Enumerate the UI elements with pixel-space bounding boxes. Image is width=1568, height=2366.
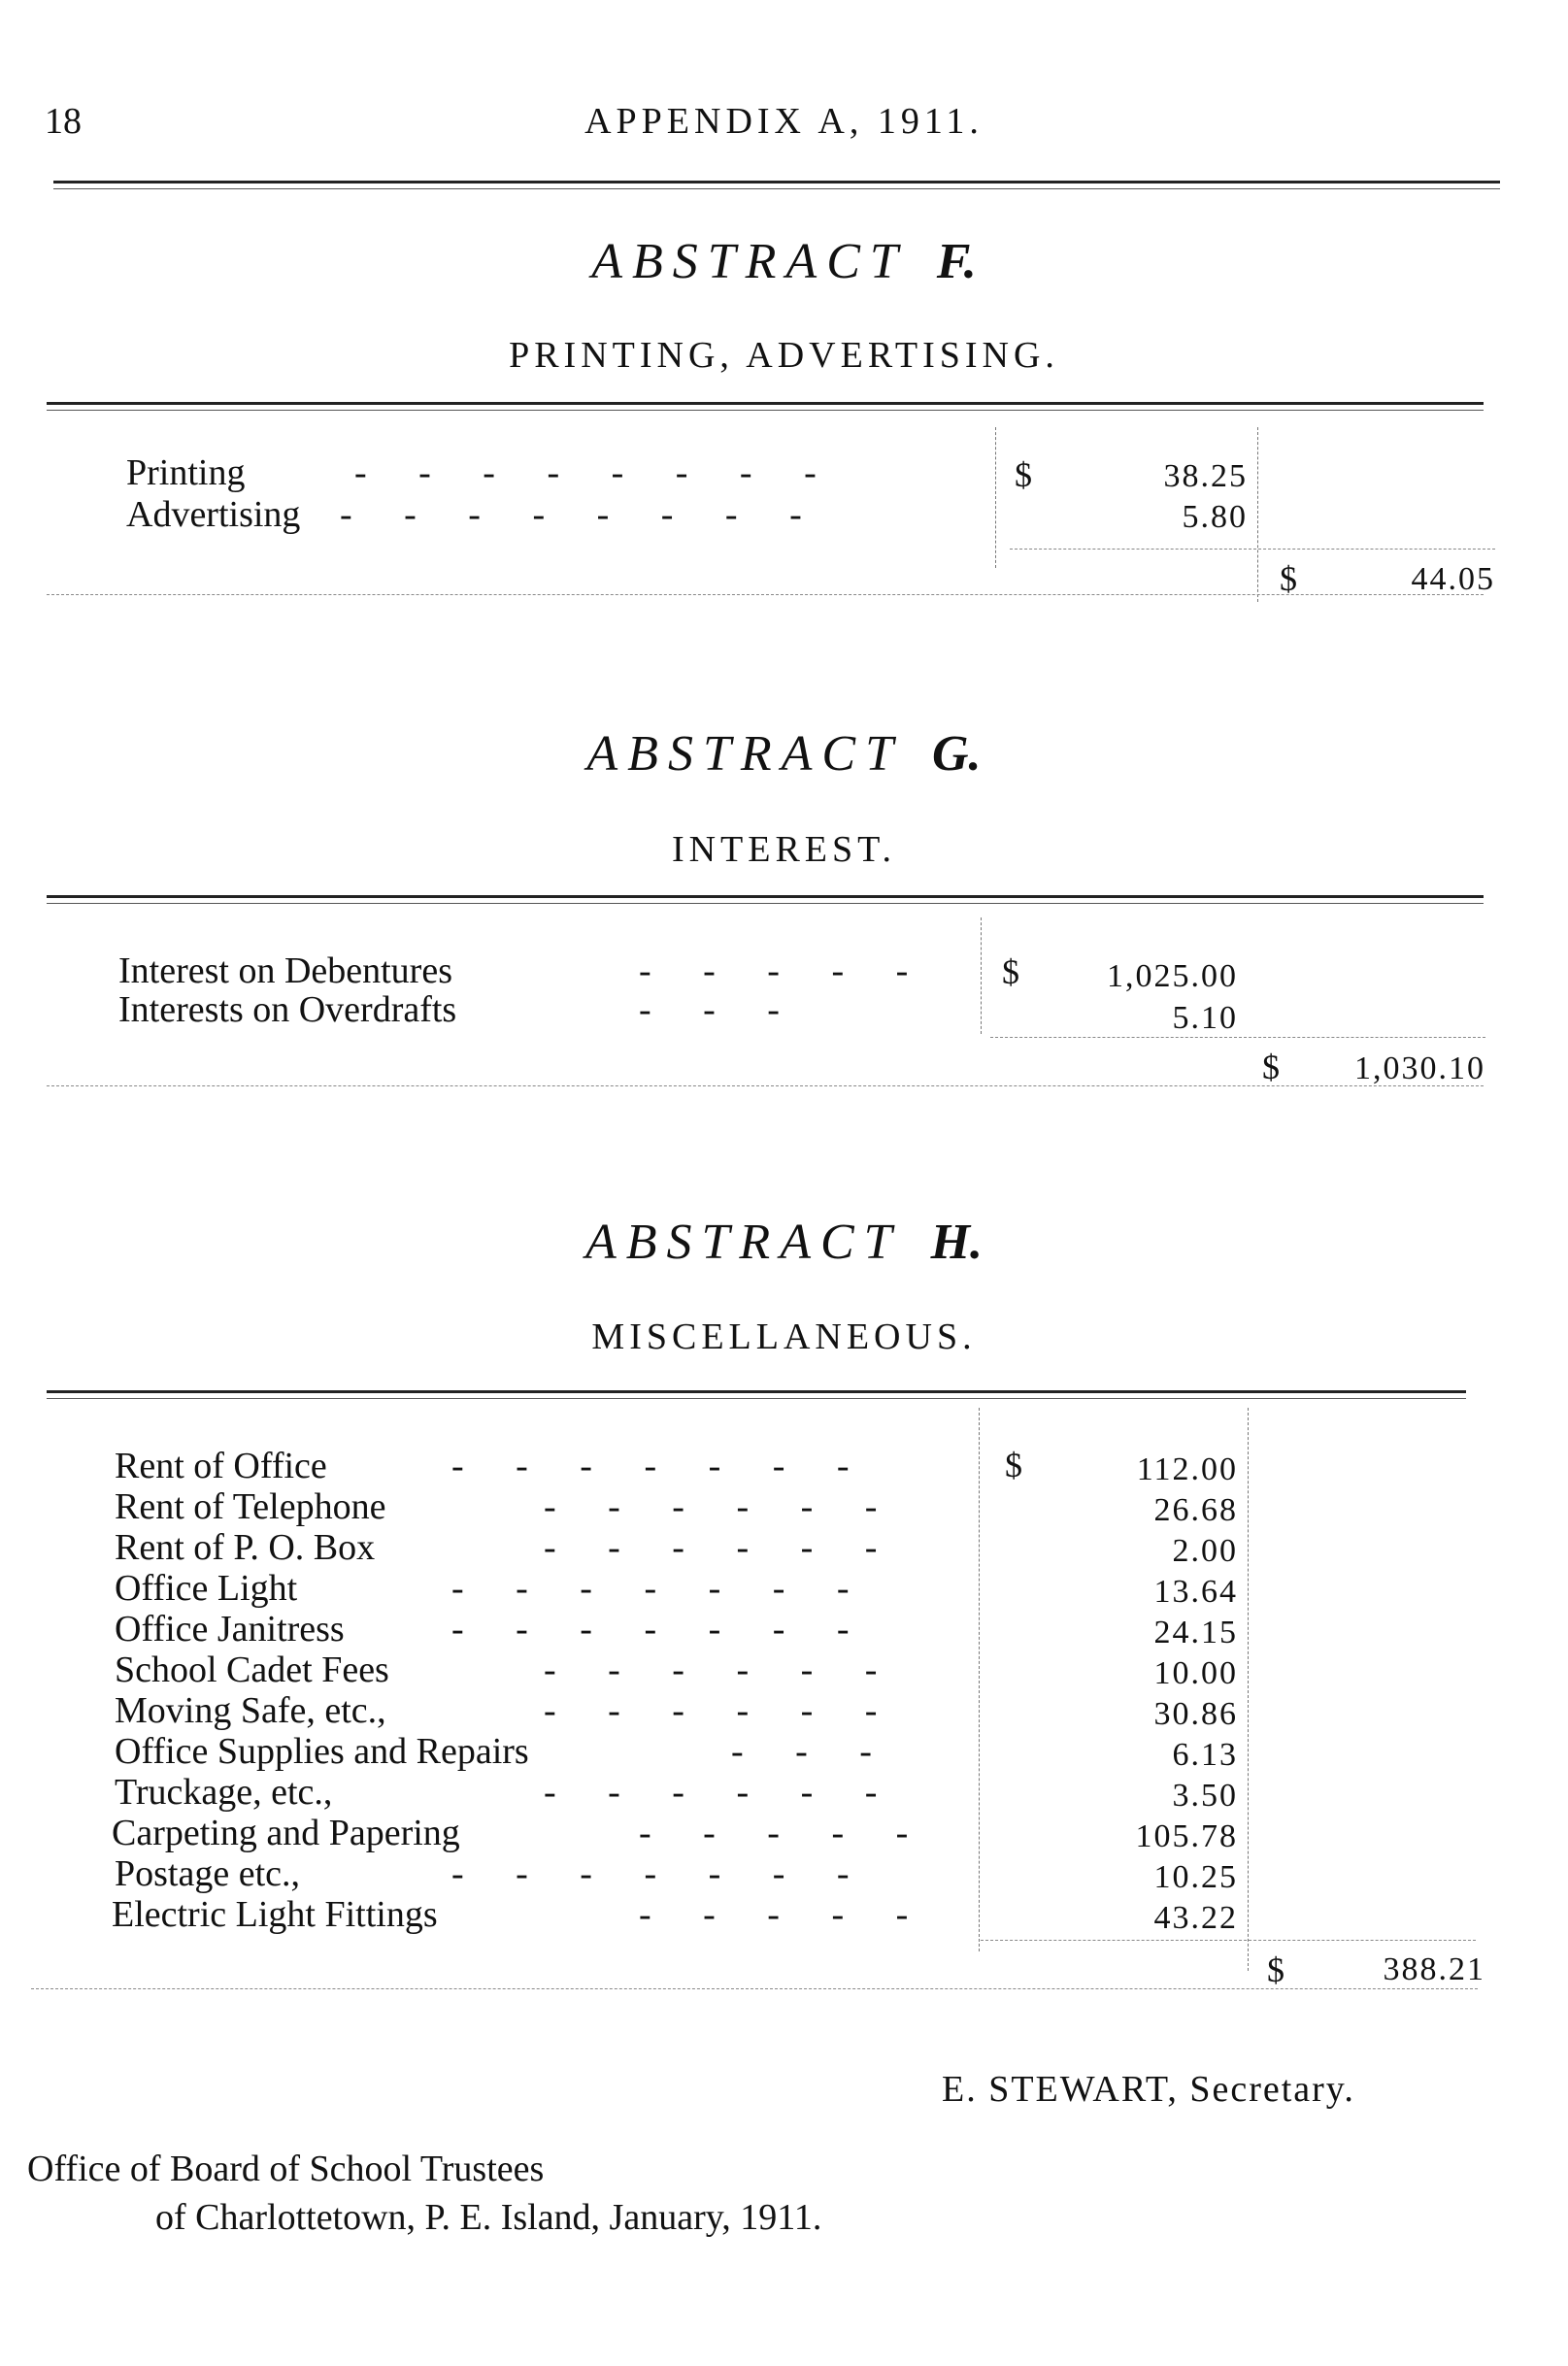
abstract-f-subtitle: PRINTING, ADVERTISING. [509, 335, 1059, 376]
abstract-g-leader: - - - [639, 989, 801, 1030]
abstract-h-item-amount: 26.68 [1153, 1492, 1238, 1528]
abstract-h-item-label: Office Supplies and Repairs [115, 1731, 529, 1772]
header-rule-thin [53, 188, 1500, 189]
abstract-f-title-text: ABSTRACT [591, 234, 908, 289]
abstract-h-title-text: ABSTRACT [584, 1215, 902, 1270]
abstract-f-total-dollar: $ [1280, 559, 1297, 598]
abstract-h-item-amount: 10.00 [1153, 1655, 1238, 1691]
abstract-h-letter: H. [930, 1215, 984, 1270]
abstract-h-subtitle: MISCELLANEOUS. [591, 1316, 977, 1357]
abstract-f-top-rule-thin [47, 410, 1484, 411]
abstract-h-leader: - - - - - [639, 1813, 930, 1853]
abstract-g-subtitle: INTEREST. [671, 829, 897, 870]
abstract-h-leader: - - - - - - [544, 1527, 899, 1568]
abstract-g-top-rule-thin [47, 903, 1484, 904]
abstract-f-letter: F. [936, 234, 977, 289]
abstract-h-item-label: Electric Light Fittings [112, 1894, 438, 1935]
abstract-g-item-amount: 1,025.00 [1107, 958, 1238, 994]
abstract-g-item-amount: 5.10 [1172, 1000, 1238, 1036]
abstract-h-item-label: Postage etc., [115, 1853, 301, 1894]
abstract-h-leader: - - - - - - - [451, 1609, 871, 1650]
abstract-g-item-label: Interests on Overdrafts [118, 989, 457, 1030]
abstract-h-leader: - - - - - - - [451, 1853, 871, 1894]
abstract-g-title [0, 725, 1568, 783]
abstract-h-item-amount: 2.00 [1172, 1533, 1238, 1569]
abstract-g-letter: G. [932, 726, 982, 782]
abstract-h-leader: - - - - - - [544, 1690, 899, 1731]
abstract-h-item-label: Office Janitress [115, 1609, 345, 1650]
abstract-h-item-label: Truckage, etc., [115, 1772, 333, 1813]
abstract-h-subtotal-rule [981, 1940, 1476, 1941]
abstract-h-leader: - - - - - - [544, 1486, 899, 1527]
abstract-g-dollar: $ [1002, 952, 1019, 991]
abstract-f-item-label: Printing [126, 452, 246, 493]
abstract-h-item-label: School Cadet Fees [115, 1650, 389, 1690]
abstract-h-dollar: $ [1005, 1446, 1022, 1484]
abstract-g-leader: - - - - - [639, 950, 930, 991]
abstract-h-leader: - - - [731, 1731, 893, 1772]
abstract-g-subtotal-rule [990, 1037, 1485, 1038]
abstract-h-col-divider [979, 1408, 980, 1951]
abstract-f-item-amount: 5.80 [1182, 499, 1248, 535]
abstract-h-item-label: Moving Safe, etc., [115, 1690, 386, 1731]
abstract-h-item-label: Carpeting and Papering [112, 1813, 460, 1853]
abstract-g-total: 1,030.10 [1354, 1050, 1485, 1086]
abstract-f-title [0, 233, 1568, 290]
abstract-h-total-dollar: $ [1267, 1950, 1284, 1989]
abstract-g-total-dollar: $ [1262, 1048, 1280, 1086]
abstract-h-item-amount: 105.78 [1135, 1818, 1238, 1854]
abstract-h-leader: - - - - - - - [451, 1568, 871, 1609]
abstract-h-item-amount: 13.64 [1153, 1574, 1238, 1610]
abstract-f-col-divider [995, 427, 996, 568]
abstract-h-total: 388.21 [1383, 1951, 1485, 1987]
abstract-h-leader: - - - - - - [544, 1650, 899, 1690]
abstract-h-top-rule [47, 1390, 1466, 1393]
abstract-g-item-label: Interest on Debentures [118, 950, 452, 991]
abstract-h-leader: - - - - - - - [451, 1446, 871, 1486]
running-title: APPENDIX A, 1911. [584, 101, 984, 142]
abstract-f-subtotal-rule [1010, 549, 1495, 550]
abstract-h-item-label: Office Light [115, 1568, 298, 1609]
abstract-g-title-text: ABSTRACT [586, 726, 903, 782]
page-number: 18 [45, 101, 82, 142]
abstract-h-item-amount: 112.00 [1136, 1451, 1238, 1487]
abstract-f-dollar: $ [1015, 455, 1032, 494]
abstract-h-item-label: Rent of P. O. Box [115, 1527, 376, 1568]
abstract-f-top-rule [47, 402, 1484, 405]
abstract-f-leader: - - - - - - - - [340, 494, 823, 535]
abstract-h-item-amount: 24.15 [1153, 1615, 1238, 1650]
header-rule [53, 181, 1500, 183]
signature: E. STEWART, Secretary. [942, 2069, 1355, 2110]
abstract-h-top-rule-thin [47, 1398, 1466, 1399]
abstract-f-leader: - - - - - - - - [354, 452, 838, 493]
abstract-h-item-amount: 6.13 [1172, 1737, 1238, 1773]
abstract-h-item-amount: 10.25 [1153, 1859, 1238, 1895]
abstract-h-item-amount: 30.86 [1153, 1696, 1238, 1732]
abstract-g-bottom-rule [47, 1085, 1484, 1086]
abstract-g-col-divider [981, 917, 982, 1034]
footer-line-2: of Charlottetown, P. E. Island, January, 1911. [155, 2197, 822, 2238]
abstract-h-leader: - - - - - - [544, 1772, 899, 1813]
abstract-f-total: 44.05 [1411, 561, 1495, 597]
abstract-h-leader: - - - - - [639, 1894, 930, 1935]
abstract-g-top-rule [47, 895, 1484, 898]
abstract-h-item-amount: 43.22 [1153, 1900, 1238, 1936]
footer-line-1: Office of Board of School Trustees [27, 2149, 545, 2189]
abstract-f-col-divider-2 [1257, 427, 1258, 602]
abstract-h-item-label: Rent of Telephone [115, 1486, 386, 1527]
abstract-h-title [0, 1214, 1568, 1271]
abstract-h-col-divider-2 [1248, 1408, 1249, 1971]
abstract-h-item-amount: 3.50 [1172, 1778, 1238, 1814]
abstract-h-item-label: Rent of Office [115, 1446, 327, 1486]
abstract-f-item-amount: 38.25 [1163, 458, 1248, 494]
abstract-f-bottom-rule [47, 594, 1484, 595]
abstract-h-bottom-rule [31, 1988, 1478, 1989]
abstract-f-item-label: Advertising [126, 494, 301, 535]
